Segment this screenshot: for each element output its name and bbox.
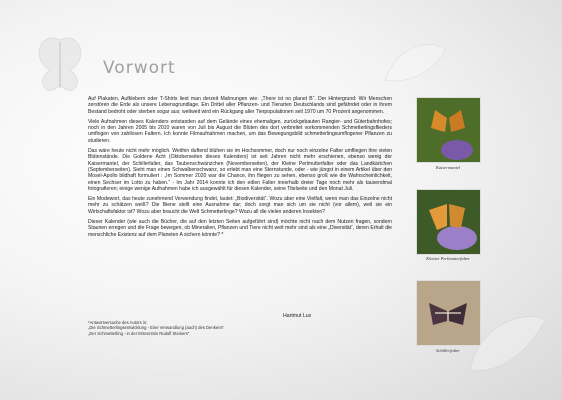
photo-caption: Schillerfalter — [436, 348, 460, 353]
butterfly-silhouette-icon — [30, 30, 90, 100]
paragraph: Auf Plakaten, Aufklebern oder T-Shirts liest man derzeit Mahnungen wie: „There ist no planet B“. Der Hintergrund: Wir Menschen zerstören die Erde als unsere Lebensgrundlage. Ein Drittel aller Pflanzen- und Tierarten Deutschlands sind gefährdet oder in ihrem Bestand bedroht oder sterben sogar aus; weltweit wird ein Rückgang aller Tierpopulationen seit 1970 um 70 Prozent angenommen. — [88, 96, 392, 115]
paragraph: Das wäre heute nicht mehr möglich. Weithin duftend blühen sie im Hochsommer, doch nur noch einzelne Falter umfliegen ihre vielen Blütenstände. Die Goldene Acht (Oktoberseiten dieses Kalenders) ist seit Jahren nicht mehr erschienen, ebenso wenig der Kaisermantel, der Schillerfalter, das Taubenschwänzchen (Novemberseiten), der Kleine Perlmutterfalter oder das Landkärtchen (Septemberseiten). Sieht man einen Schwalbenschwanz, so erlebt man eine Sternstunde, oder - wie jüngst in einem Artikel über den Mosel-Apollo bildhaft formuliert : „Im Sommer 2020 war die Chance, ihn fliegen zu sehen, ebenso groß wie die Wahrscheinlichkeit, einen Sechser im Lotto zu haben.“ - Im Jahr 2014 konnte ich den edlen Falter innerhalb dreier Tage noch mehr als tausendmal fotografieren; einige wenige Aufnahmen habe ich ausgewählt für diesen Kalender, seine Titelseite und den Monat Juli. — [88, 148, 392, 192]
signature: Hartmut Lux — [283, 313, 312, 319]
leaf-silhouette-icon — [380, 40, 450, 90]
footnote: *Antwortversuche des Autors in: — [88, 320, 148, 325]
paragraph: Dieser Kalender (wie auch die Bücher, die auf den letzten Seiten aufgeführt sind) möchte nicht nach dem Nutzen fragen, sondern Staunen erregen und die Frage bewegen, ob Mineralien, Pflanzen und Tiere nicht weit mehr sind als eine „Diversität“, deren Erhalt die menschliche Existenz auf dem Planeten A sichern könnte? * — [88, 219, 392, 238]
footnote: „Der Schmetterling - in der Erkenntnis Rudolf Steiners“ — [88, 330, 190, 336]
footnote: „Die Schmetterlingsentwicklung - Eine Verwandlung (auch) des Denkens“ — [88, 325, 224, 331]
page-title: Vorwort — [103, 58, 176, 78]
photo-caption: Kleiner Perlmutterfalter — [426, 256, 470, 261]
footnotes — [88, 320, 308, 336]
butterfly-photo — [416, 280, 481, 346]
paragraph: Ein Modewort, das heute zunehmend Verwendung findet, lautet: „Biodiversität“. Wozu aber eine Vielfalt, wenn man das Einzelne nicht mehr zu schätzen weiß? Die Biene stellt eine Ausnahme dar; doch sorgt man sich um sie nicht (vor allem), weil sie ein Wirtschaftsfaktor ist? Wozu aber braucht die Welt Schmetterlinge? Wozu all die vielen anderen Insekten? — [88, 196, 392, 215]
body-text — [88, 96, 392, 242]
butterfly-photo — [416, 97, 481, 163]
butterfly-photo — [416, 189, 481, 255]
photo-caption: Kaisermantel — [435, 165, 461, 170]
paragraph: Viele Aufnahmen dieses Kalenders entstanden auf dem Gelände eines ehemaligen, zurückgebauten Rangier- und Güterbahnhofes; noch in den Jahren 2005 bis 2010 waren von Juli bis August die Blüten des dort verbreitet vorkommenden Schmetterlingsflieders umflogen von zahllosen Faltern. Ich konnte Filmaufnahmen machen, um das Bewegungsbild schmetterlingsumflogener Pflanzen zu studieren. — [88, 118, 392, 144]
